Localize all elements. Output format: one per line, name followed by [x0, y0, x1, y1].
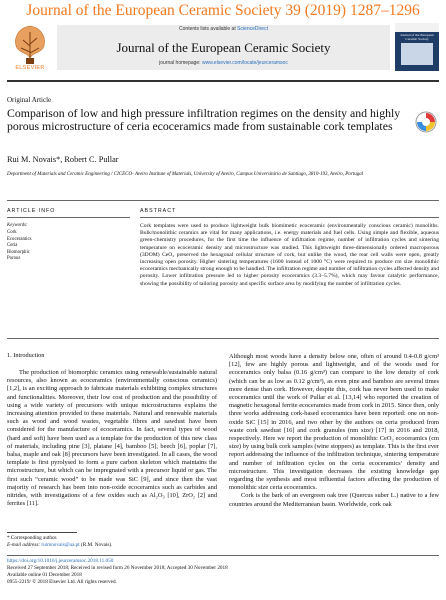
abstract-rule [140, 217, 439, 218]
abstract-end-divider [7, 338, 439, 339]
article-title: Comparison of low and high pressure infiltration regimes on the density and highly porous microstructure of ceria ecoceramics made from sustainable cork templates [7, 106, 401, 133]
keyword: Biomorphic [7, 249, 30, 255]
copyright-line: 0955-2219/ © 2018 Elsevier Ltd. All rights reserved. [7, 579, 117, 585]
article-info-rule [7, 217, 130, 218]
header-divider [7, 80, 439, 82]
elsevier-tree-icon [7, 22, 53, 66]
bottom-divider [7, 555, 439, 556]
intro-paragraph: Although most woods have a density below one, often of around 0.4-0.8 g/cm³ [12], few are highly porous and lightweight, and of the woods used for ecoceramics only balsa (0.16 g/cm³) can compare to the low density of cork (which can be as low as 0.12 g/cm³), as even pine and bamboo are several times more dense than cork. However, despite this, cork has never been used to make ecoceramics until the work of Pullar et al. [13,14] who reported the creation of magnetic hexagonal ferrite ecoceramics made from cork in 2015. Since then, only three works addressing cork-based ecoceramics have been reported: one on non-oxide SiC [15] in 2016, and two other by the authors on ceria produced from waste cork sawdust [16] and cork granules (nm size) [17] in 2016 and 2018, respectively. Here we report the production of monolithic CeO₂ ecoceramics (cm size) by using bulk cork samples (wine stoppers) as template. This is the first ever report addressing the influence of the infiltration technique, sintering temperature and number of infiltration cycles on the ceria ecoceramics’ density and microstructure. This investigation decreases the existing knowledge gap regarding the synthesis and most influential factors affecting the production of monolithic size ceria ecoceramics. [229, 353, 439, 492]
journal-cover-thumbnail[interactable] [395, 23, 439, 71]
email-label: E-mail address: [7, 542, 42, 548]
intro-paragraph: The production of biomorphic ceramics using renewable/sustainable natural resources, also known as ecoceramics (environmentally conscious ceramics) [1,2], is an exciting approach to fabricate materials exhibiting complex structures and functionalities. Moreover, their low cost of production and the possibility of using a wide variety of precursors with unique microstructures explains the increasing attention provided to these materials. Natural and renewable materials such as wood and wood wastes, vegetable fibres and sawdust have been considered for the manufacture of ecoceramics. In fact, several types of wood (hard and soft) have been used as a template for the production of this new class of materials, including pine [3], platane [4], bamboo [5], beech [6], poplar [7], balsa, maple and oak [8] precursors have been investigated. In all cases, the wood template is first pyrolysed to form a pure carbon skeleton which maintains the microstructure, but which can be impregnated with a precursor liquid or gas. The first such “ceramic wood” to be made was SiC [9], and since then the vast majority of research has been into non-oxide ecoceramics such as carbides and nitrides, with investigations of a few oxides such as Al₂O₃ [10], ZrO₂ [2] and ferrites [11]. [7, 369, 217, 508]
article-info-heading: ARTICLE INFO [7, 208, 56, 214]
journal-info-box [57, 25, 390, 70]
elsevier-wordmark: ELSEVIER [15, 65, 45, 71]
author-list: Rui M. Novais*, Robert C. Pullar [7, 155, 119, 164]
keyword: Cork [7, 230, 17, 235]
section-heading-introduction: 1. Introduction [7, 352, 45, 359]
corresponding-author-note: * Corresponding author. [7, 535, 58, 541]
contents-prefix: Contents lists available at [179, 26, 238, 32]
email-line [7, 542, 112, 548]
running-head[interactable]: Journal of the European Ceramic Society 39 (2019) 1287–1296 [26, 2, 420, 19]
keyword: Porous [7, 256, 21, 261]
received-dates: Received 27 September 2018; Received in revised form 26 November 2018; Accepted 30 November 2018 [7, 565, 228, 571]
abstract-heading: ABSTRACT [140, 208, 177, 214]
footnote-rule [7, 532, 77, 533]
cover-text: Journal of the European Ceramic Society [400, 33, 434, 41]
contents-line [57, 26, 390, 32]
doi-link[interactable]: https://doi.org/10.1016/j.jeurceramsoc.2018.11.050 [7, 558, 114, 564]
email-suffix: (R.M. Novais). [79, 542, 113, 548]
journal-title: Journal of the European Ceramic Society [116, 40, 331, 55]
email-link[interactable]: ruimnovais@ua.pt [41, 542, 80, 548]
keyword: Ceria [7, 243, 18, 248]
available-online: Available online 01 December 2018 [7, 572, 82, 578]
keywords-label: Keywords: [7, 223, 28, 228]
check-for-updates-badge[interactable] [414, 110, 438, 134]
homepage-line [57, 60, 390, 66]
cover-band [395, 23, 439, 32]
affiliation: Department of Materials and Ceramic Engineering / CICECO- Aveiro Institute of Materials, University of Aveiro, Campus Universitário de Santiago, 3810-193, Aveiro, Portugal [7, 172, 364, 177]
homepage-link[interactable]: www.elsevier.com/locate/jeurceramsoc [201, 60, 288, 66]
check-for-updates-icon [414, 110, 438, 134]
cover-image [401, 43, 433, 65]
intro-right-column [229, 353, 439, 509]
affiliation-divider [7, 200, 439, 201]
article-type: Original Article [7, 96, 52, 104]
homepage-prefix: journal homepage: [159, 60, 202, 66]
abstract-text: Cork templates were used to produce lightweight bulk biomimetic ecoceramic (environmentally conscious ceramic) monoliths. Bulk/monolithic ceramics are vital for many applications, i.e. energy materials and fuel cells. Using simple and flexible, aqueous green-chemistry procedures, for the first time the influence of infiltration regime, number of infiltration cycles and sintering temperature on ecoceramic density and microstructure was studied. This lightweight three-dimensionally ordered macroporous (3DOM) CeO₂ preserved the hexagonal cellular structure of cork, but unlike the wood, the rear cell walls were open, greatly increasing open porosity. Higher sintering temperatures (1600 instead of 1000 °C) were required to produce cm size monolithic ecoceramics mechanically strong enough to be handled. The infiltration regime and number of infiltration cycles affected density and porosity. Lower infiltration pressure led to higher porosity ecoceramics (3.3–5.7%), which may favour catalytic performance, showing the possibility of tailoring porosity and specific surface area by modifying the number of infiltration cycles. [140, 223, 439, 287]
intro-left-column [7, 369, 217, 508]
journal-banner [7, 22, 439, 72]
keyword: Ecoceramics [7, 236, 32, 242]
sciencedirect-link[interactable]: ScienceDirect [237, 26, 268, 32]
intro-paragraph: Cork is the bark of an evergreen oak tree (Quercus suber L.) native to a few countries around the Mediterranean basin. Worldwide, cork oak [229, 492, 439, 508]
elsevier-logo[interactable] [7, 22, 53, 72]
